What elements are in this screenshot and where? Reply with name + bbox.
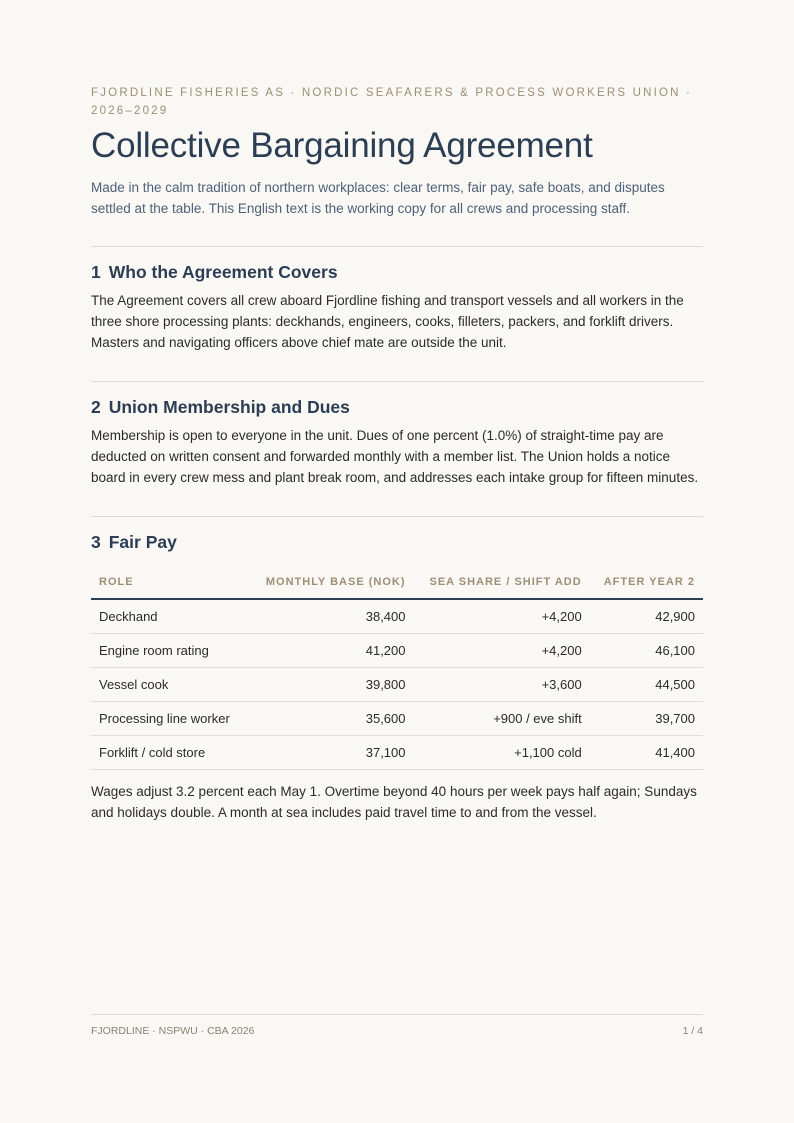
section-divider [91,381,703,382]
section-title: Fair Pay [108,532,177,552]
footer-divider [91,1014,703,1015]
column-header-role: ROLE [91,566,238,599]
table-row [91,702,703,736]
pay-table [91,566,703,770]
base-cell: 35,600 [238,702,414,736]
share-cell: +4,200 [414,634,590,668]
column-header-sea-share: SEA SHARE / SHIFT ADD [414,566,590,599]
role-cell: Engine room rating [91,634,238,668]
column-header-monthly-base: MONTHLY BASE (NOK) [238,566,414,599]
pay-table-header-row [91,566,703,599]
section-divider [91,516,703,517]
base-cell: 37,100 [238,736,414,770]
role-cell: Vessel cook [91,668,238,702]
share-cell: +3,600 [414,668,590,702]
section-body-1: The Agreement covers all crew aboard Fjordline fishing and transport vessels and all workers in the three shore processing plants: deckhands, engineers, cooks, filleters, packers, and forklift drivers. Masters and navigating officers above chief mate are outside the unit. [91,293,684,350]
role-cell: Forklift / cold store [91,736,238,770]
section-title: Who the Agreement Covers [108,262,338,282]
role-cell: Deckhand [91,599,238,634]
document-eyebrow: FJORDLINE FISHERIES AS · NORDIC SEAFARERS & PROCESS WORKERS UNION · 2026–2029 [91,87,693,117]
base-cell: 41,200 [238,634,414,668]
section-heading-1 [91,262,338,283]
section-number: 1 [91,262,101,282]
year2-cell: 42,900 [590,599,703,634]
base-cell: 38,400 [238,599,414,634]
section-heading-3 [91,532,177,553]
table-row [91,634,703,668]
table-row [91,668,703,702]
year2-cell: 46,100 [590,634,703,668]
year2-cell: 44,500 [590,668,703,702]
document-title: Collective Bargaining Agreement [91,126,593,165]
column-header-after-year-2: AFTER YEAR 2 [590,566,703,599]
page-number: 1 / 4 [682,1025,703,1037]
year2-cell: 41,400 [590,736,703,770]
section-number: 2 [91,397,101,417]
document-lede: Made in the calm tradition of northern workplaces: clear terms, fair pay, safe boats, and disputes settled at the table. This English text is the working copy for all crews and processing staff. [91,180,665,216]
section-heading-2 [91,397,350,418]
section-divider [91,246,703,247]
section-title: Union Membership and Dues [108,397,350,417]
share-cell: +900 / eve shift [414,702,590,736]
pay-note: Wages adjust 3.2 percent each May 1. Overtime beyond 40 hours per week pays half again; Sundays and holidays double. A month at sea includes paid travel time to and from the vessel. [91,784,697,820]
share-cell: +4,200 [414,599,590,634]
table-row [91,599,703,634]
base-cell: 39,800 [238,668,414,702]
footer-doc-id: FJORDLINE · NSPWU · CBA 2026 [91,1025,255,1037]
section-body-2: Membership is open to everyone in the unit. Dues of one percent (1.0%) of straight-time pay are deducted on written consent and forwarded monthly with a member list. The Union holds a notice board in every crew mess and plant break room, and addresses each intake group for fifteen minutes. [91,428,699,485]
year2-cell: 39,700 [590,702,703,736]
section-number: 3 [91,532,101,552]
role-cell: Processing line worker [91,702,238,736]
share-cell: +1,100 cold [414,736,590,770]
table-row [91,736,703,770]
